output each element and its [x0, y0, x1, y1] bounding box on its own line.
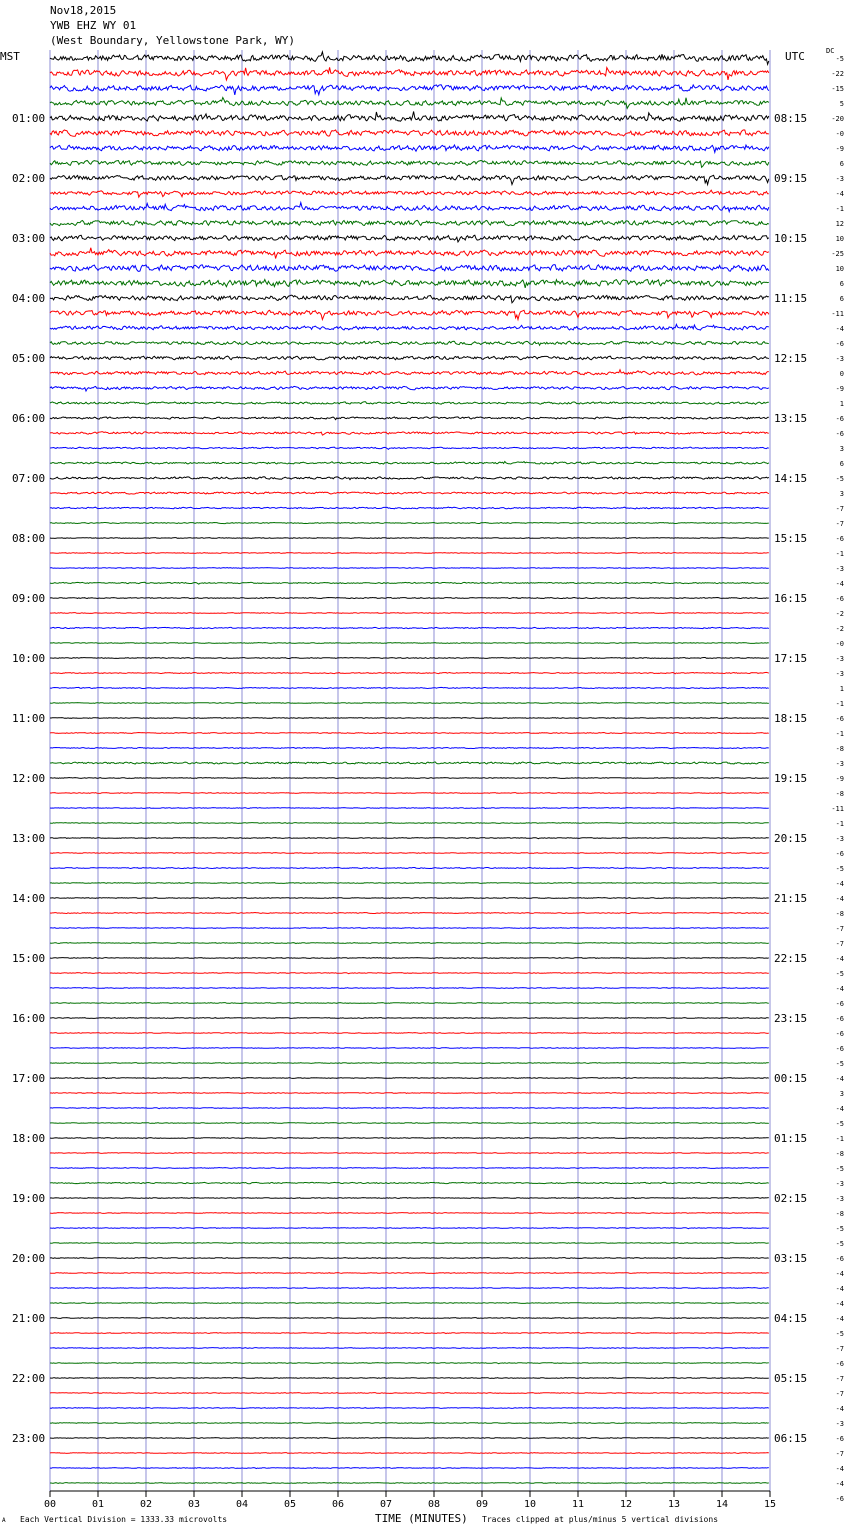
dc-offset-value: -9 — [835, 145, 844, 153]
trace-row — [50, 1273, 769, 1274]
dc-offset-value: -3 — [835, 670, 844, 678]
dc-offset-value: 3 — [839, 490, 844, 498]
dc-offset-value: -11 — [831, 310, 844, 318]
trace-row — [50, 1393, 769, 1394]
dc-offset-value: -8 — [835, 790, 844, 798]
trace-row — [50, 883, 769, 884]
hour-label-right: 02:15 — [774, 1192, 808, 1205]
dc-offset-value: 10 — [835, 235, 844, 243]
x-tick-label: 00 — [43, 1499, 57, 1510]
dc-offset-value: -9 — [835, 775, 844, 783]
x-axis — [44, 1491, 776, 1510]
trace-row — [50, 778, 769, 779]
dc-offset-value: -4 — [835, 1465, 844, 1473]
trace-row — [50, 762, 769, 764]
dc-offset-value: -5 — [835, 1240, 844, 1248]
trace-row — [50, 793, 769, 794]
trace-row — [50, 672, 769, 673]
dc-offset-value: -0 — [835, 130, 844, 138]
hour-label-left: 05:00 — [12, 352, 46, 365]
trace-row — [50, 1468, 769, 1469]
dc-offset-value: 1 — [839, 400, 844, 408]
hour-label-right: 12:15 — [774, 352, 808, 365]
trace-row — [50, 235, 769, 242]
time-labels — [12, 55, 844, 1503]
hour-label-left: 18:00 — [12, 1132, 46, 1145]
trace-row — [50, 1348, 769, 1349]
dc-offset-value: 5 — [839, 100, 844, 108]
dc-offset-value: 0 — [839, 370, 844, 378]
trace-row — [50, 553, 769, 554]
hour-label-right: 05:15 — [774, 1372, 808, 1385]
trace-row — [50, 1003, 769, 1004]
trace-row — [50, 1033, 769, 1034]
trace-row — [50, 370, 769, 375]
dc-offset-value: -4 — [835, 1075, 844, 1083]
trace-row — [50, 1213, 769, 1214]
trace-row — [50, 1333, 769, 1334]
trace-row — [50, 341, 769, 345]
trace-row — [50, 447, 769, 449]
trace-row — [50, 1258, 769, 1259]
trace-row — [50, 1303, 769, 1304]
hour-label-right: 04:15 — [774, 1312, 808, 1325]
trace-row — [50, 1153, 769, 1154]
trace-row — [50, 295, 769, 303]
hour-label-left: 14:00 — [12, 892, 46, 905]
trace-row — [50, 958, 769, 959]
trace-row — [50, 280, 769, 288]
trace-row — [50, 1198, 769, 1199]
x-tick-label: 13 — [667, 1499, 681, 1510]
dc-offset-value: -2 — [835, 610, 844, 618]
dc-offset-value: -8 — [835, 910, 844, 918]
dc-offset-value: -22 — [831, 70, 844, 78]
hour-label-right: 18:15 — [774, 712, 808, 725]
trace-row — [50, 748, 769, 749]
trace-row — [50, 432, 769, 435]
dc-offset-value: -4 — [835, 985, 844, 993]
dc-offset-value: -3 — [835, 760, 844, 768]
scale-note: Each Vertical Division = 1333.33 microvolts — [20, 1515, 228, 1524]
dc-offset-value: -7 — [835, 1390, 844, 1398]
trace-row — [50, 1378, 769, 1379]
trace-row — [50, 538, 769, 539]
dc-offset-value: -3 — [835, 1420, 844, 1428]
dc-offset-value: -5 — [835, 1165, 844, 1173]
dc-offset-value: -6 — [835, 535, 844, 543]
trace-row — [50, 703, 769, 704]
x-tick-label: 05 — [283, 1499, 297, 1510]
hour-label-left: 12:00 — [12, 772, 46, 785]
trace-row — [50, 568, 769, 569]
dc-offset-value: 6 — [839, 295, 844, 303]
dc-offset-value: -6 — [835, 1435, 844, 1443]
trace-row — [50, 1318, 769, 1319]
hour-label-left: 07:00 — [12, 472, 46, 485]
trace-row — [50, 220, 769, 225]
hour-label-left: 13:00 — [12, 832, 46, 845]
trace-row — [50, 161, 769, 168]
trace-row — [50, 658, 769, 659]
x-axis-title: TIME (MINUTES) — [375, 1512, 468, 1525]
trace-row — [50, 356, 769, 360]
trace-row — [50, 1063, 769, 1064]
dc-offset-value: -4 — [835, 1315, 844, 1323]
trace-row — [50, 310, 769, 319]
trace-row — [50, 130, 769, 136]
hour-label-left: 16:00 — [12, 1012, 46, 1025]
trace-row — [50, 1483, 769, 1484]
dc-offset-value: -8 — [835, 1150, 844, 1158]
dc-offset-value: 6 — [839, 460, 844, 468]
x-tick-label: 07 — [379, 1499, 393, 1510]
trace-row — [50, 190, 769, 197]
hour-label-left: 10:00 — [12, 652, 46, 665]
trace-row — [50, 386, 769, 391]
hour-label-left: 20:00 — [12, 1252, 46, 1265]
dc-offset-value: -1 — [835, 1135, 844, 1143]
dc-offset-value: -3 — [835, 655, 844, 663]
dc-offset-value: -1 — [835, 205, 844, 213]
dc-offset-value: -7 — [835, 940, 844, 948]
dc-offset-value: -4 — [835, 325, 844, 333]
hour-label-right: 00:15 — [774, 1072, 808, 1085]
trace-row — [50, 598, 769, 599]
dc-offset-value: -4 — [835, 190, 844, 198]
trace-row — [50, 627, 769, 628]
dc-offset-value: -6 — [835, 1360, 844, 1368]
trace-row — [50, 928, 769, 929]
dc-offset-value: -5 — [835, 1120, 844, 1128]
dc-offset-value: -9 — [835, 385, 844, 393]
dc-offset-value: -1 — [835, 550, 844, 558]
trace-row — [50, 1108, 769, 1109]
dc-offset-value: 10 — [835, 265, 844, 273]
trace-row — [50, 492, 769, 494]
dc-offset-value: -6 — [835, 1000, 844, 1008]
dc-offset-value: 3 — [839, 445, 844, 453]
trace-row — [50, 145, 769, 152]
trace-row — [50, 98, 769, 109]
trace-row — [50, 67, 769, 80]
dc-offset-value: -5 — [835, 1330, 844, 1338]
trace-row — [50, 838, 769, 839]
hour-label-right: 17:15 — [774, 652, 808, 665]
dc-offset-value: -5 — [835, 970, 844, 978]
dc-offset-value: -6 — [835, 850, 844, 858]
chart-date: Nov18,2015 — [50, 4, 117, 17]
trace-row — [50, 1423, 769, 1424]
hour-label-left: 06:00 — [12, 412, 46, 425]
trace-row — [50, 1243, 769, 1244]
dc-offset-value: 1 — [839, 685, 844, 693]
hour-label-right: 13:15 — [774, 412, 808, 425]
dc-offset-value: -6 — [835, 1255, 844, 1263]
station-code: YWB EHZ WY 01 — [50, 19, 137, 32]
trace-row — [50, 324, 769, 330]
hour-label-right: 11:15 — [774, 292, 808, 305]
trace-row — [50, 823, 769, 824]
dc-offset-value: -25 — [831, 250, 844, 258]
trace-row — [50, 85, 769, 95]
dc-offset-value: 12 — [835, 220, 844, 228]
corner-mark: A — [2, 1517, 6, 1524]
dc-offset-value: -6 — [835, 595, 844, 603]
trace-row — [50, 248, 769, 259]
dc-offset-value: -4 — [835, 880, 844, 888]
dc-offset-value: -4 — [835, 955, 844, 963]
dc-offset-value: -4 — [835, 1300, 844, 1308]
dc-offset-value: -7 — [835, 505, 844, 513]
station-location: (West Boundary, Yellowstone Park, WY) — [50, 34, 296, 47]
trace-row — [50, 112, 769, 122]
dc-offset-header: DC — [826, 47, 835, 55]
hour-label-left: 17:00 — [12, 1072, 46, 1085]
x-tick-label: 06 — [331, 1499, 345, 1510]
hour-label-right: 08:15 — [774, 112, 808, 125]
dc-offset-value: -7 — [835, 1375, 844, 1383]
dc-offset-value: -3 — [835, 175, 844, 183]
trace-row — [50, 1078, 769, 1079]
trace-row — [50, 175, 769, 184]
hour-label-left: 15:00 — [12, 952, 46, 965]
dc-offset-value: -5 — [835, 865, 844, 873]
trace-row — [50, 808, 769, 809]
dc-offset-value: -3 — [835, 1195, 844, 1203]
x-tick-label: 01 — [91, 1499, 105, 1510]
dc-offset-value: -7 — [835, 520, 844, 528]
hour-label-right: 09:15 — [774, 172, 808, 185]
trace-row — [50, 1363, 769, 1364]
dc-offset-value: 6 — [839, 160, 844, 168]
x-tick-label: 04 — [235, 1499, 249, 1510]
dc-offset-value: -6 — [835, 715, 844, 723]
hour-label-left: 01:00 — [12, 112, 46, 125]
dc-offset-value: -6 — [835, 415, 844, 423]
trace-row — [50, 1048, 769, 1049]
hour-label-right: 21:15 — [774, 892, 808, 905]
trace-row — [50, 943, 769, 944]
trace-row — [50, 1093, 769, 1094]
trace-row — [50, 1123, 769, 1124]
hour-label-left: 22:00 — [12, 1372, 46, 1385]
trace-row — [50, 613, 769, 614]
hour-label-left: 03:00 — [12, 232, 46, 245]
dc-offset-value: -5 — [835, 1225, 844, 1233]
dc-offset-value: -3 — [835, 565, 844, 573]
x-tick-label: 15 — [763, 1499, 777, 1510]
dc-offset-value: 3 — [839, 1090, 844, 1098]
hour-label-right: 01:15 — [774, 1132, 808, 1145]
hour-label-right: 03:15 — [774, 1252, 808, 1265]
dc-offset-value: -3 — [835, 355, 844, 363]
dc-offset-value: -6 — [835, 1045, 844, 1053]
dc-offset-value: -4 — [835, 895, 844, 903]
trace-row — [50, 477, 769, 480]
dc-offset-value: -4 — [835, 1285, 844, 1293]
dc-offset-value: 6 — [839, 280, 844, 288]
dc-offset-value: -6 — [835, 430, 844, 438]
dc-offset-value: -5 — [835, 475, 844, 483]
x-tick-label: 10 — [523, 1499, 537, 1510]
trace-row — [50, 1288, 769, 1289]
x-tick-label: 12 — [619, 1499, 633, 1510]
hour-label-right: 19:15 — [774, 772, 808, 785]
dc-offset-value: -7 — [835, 925, 844, 933]
hour-label-left: 23:00 — [12, 1432, 46, 1445]
dc-offset-value: -6 — [835, 1495, 844, 1503]
x-tick-label: 09 — [475, 1499, 489, 1510]
right-timezone-label: UTC — [785, 50, 805, 63]
dc-offset-value: -4 — [835, 1105, 844, 1113]
trace-row — [50, 265, 769, 272]
dc-offset-value: -6 — [835, 340, 844, 348]
hour-label-right: 20:15 — [774, 832, 808, 845]
seismic-traces — [50, 52, 769, 1484]
dc-offset-value: -7 — [835, 1345, 844, 1353]
hour-label-left: 21:00 — [12, 1312, 46, 1325]
dc-offset-value: -4 — [835, 1480, 844, 1488]
trace-row — [50, 1138, 769, 1139]
trace-row — [50, 1018, 769, 1019]
clip-note: Traces clipped at plus/minus 5 vertical divisions — [482, 1515, 719, 1524]
hour-label-right: 15:15 — [774, 532, 808, 545]
dc-offset-value: -4 — [835, 1270, 844, 1278]
trace-row — [50, 853, 769, 854]
trace-row — [50, 1228, 769, 1229]
hour-label-left: 19:00 — [12, 1192, 46, 1205]
hour-label-right: 06:15 — [774, 1432, 808, 1445]
dc-offset-value: -5 — [835, 1060, 844, 1068]
trace-row — [50, 462, 769, 465]
dc-offset-value: -7 — [835, 1450, 844, 1458]
trace-row — [50, 898, 769, 899]
dc-offset-value: -0 — [835, 640, 844, 648]
dc-offset-value: -1 — [835, 730, 844, 738]
trace-row — [50, 687, 769, 688]
dc-offset-value: -15 — [831, 85, 844, 93]
dc-offset-value: -1 — [835, 820, 844, 828]
x-tick-label: 11 — [571, 1499, 585, 1510]
trace-row — [50, 973, 769, 974]
trace-row — [50, 733, 769, 734]
hour-label-left: 04:00 — [12, 292, 46, 305]
trace-row — [50, 402, 769, 405]
dc-offset-value: -20 — [831, 115, 844, 123]
dc-offset-value: -4 — [835, 1405, 844, 1413]
trace-row — [50, 1438, 769, 1439]
dc-offset-value: -11 — [831, 805, 844, 813]
dc-offset-value: -6 — [835, 1030, 844, 1038]
hour-label-left: 08:00 — [12, 532, 46, 545]
trace-row — [50, 913, 769, 914]
dc-offset-value: -6 — [835, 1015, 844, 1023]
left-timezone-label: MST — [0, 50, 20, 63]
trace-row — [50, 417, 769, 420]
trace-row — [50, 718, 769, 719]
hour-label-left: 02:00 — [12, 172, 46, 185]
trace-row — [50, 507, 769, 509]
dc-offset-value: -8 — [835, 745, 844, 753]
hour-label-right: 16:15 — [774, 592, 808, 605]
dc-offset-value: -3 — [835, 835, 844, 843]
trace-row — [50, 1453, 769, 1454]
dc-offset-value: -4 — [835, 580, 844, 588]
hour-label-right: 10:15 — [774, 232, 808, 245]
trace-row — [50, 1168, 769, 1169]
trace-row — [50, 643, 769, 644]
trace-row — [50, 1182, 769, 1183]
dc-offset-value: -8 — [835, 1210, 844, 1218]
trace-row — [50, 988, 769, 989]
dc-offset-value: -2 — [835, 625, 844, 633]
hour-label-right: 14:15 — [774, 472, 808, 485]
x-tick-label: 02 — [139, 1499, 153, 1510]
trace-row — [50, 523, 769, 524]
trace-row — [50, 203, 769, 212]
dc-offset-value: -5 — [835, 55, 844, 63]
hour-label-right: 22:15 — [774, 952, 808, 965]
hour-label-right: 23:15 — [774, 1012, 808, 1025]
dc-offset-value: -3 — [835, 1180, 844, 1188]
x-tick-label: 08 — [427, 1499, 441, 1510]
hour-label-left: 09:00 — [12, 592, 46, 605]
trace-row — [50, 582, 769, 584]
hour-label-left: 11:00 — [12, 712, 46, 725]
dc-offset-value: -1 — [835, 700, 844, 708]
trace-row — [50, 1408, 769, 1409]
x-tick-label: 14 — [715, 1499, 729, 1510]
x-tick-label: 03 — [187, 1499, 201, 1510]
trace-row — [50, 52, 769, 64]
trace-row — [50, 868, 769, 869]
